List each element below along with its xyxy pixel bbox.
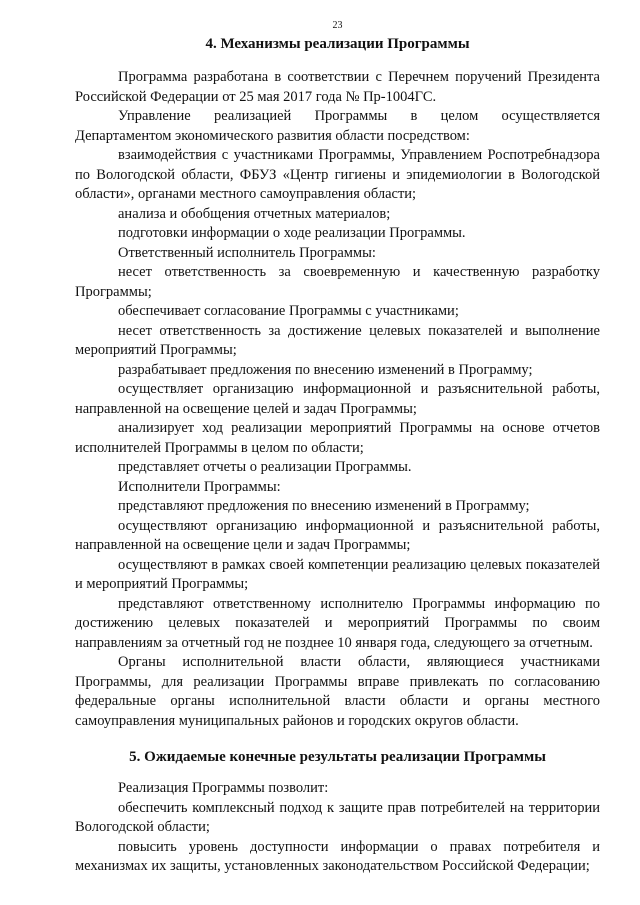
section-5-body — [75, 779, 600, 877]
paragraph: Реализация Программы позволит: — [118, 780, 329, 796]
paragraph: разрабатывает предложения по внесению изменений в Программу; — [118, 361, 533, 378]
paragraph: анализа и обобщения отчетных материалов; — [118, 205, 391, 222]
paragraph: взаимодействия с участниками Программы, Управлением Роспотребнадзора по Вологодской области, ФБУЗ «Центр гигиены и эпидемиологии в Вологодской области», органами местного самоуправления области; — [75, 147, 600, 202]
section-4-title: 4. Механизмы реализации Программы — [205, 36, 470, 52]
paragraph: представляют ответственному исполнителю Программы информацию по достижению целевых показателей и мероприятий Программы по своим направлениям за отчетный год не позднее 10 января года, следующего за отчетным. — [75, 595, 600, 651]
paragraph: Программа разработана в соответствии с Перечнем поручений Президента Российской Федерации от 25 мая 2017 года № Пр-1004ГС. — [75, 69, 600, 105]
paragraph: представляют предложения по внесению изменений в Программу; — [118, 498, 530, 514]
paragraph: представляет отчеты о реализации Программы. — [118, 459, 412, 475]
paragraph: Исполнители Программы: — [118, 478, 281, 495]
page-number: 23 — [332, 20, 343, 31]
paragraph: осуществляют в рамках своей компетенции реализацию целевых показателей и мероприятий Программы; — [75, 556, 600, 592]
paragraph: несет ответственность за своевременную и качественную разработку Программы; — [75, 264, 600, 300]
section-5-title: 5. Ожидаемые конечные результаты реализации Программы — [129, 749, 546, 765]
paragraph: обеспечивает согласование Программы с участниками; — [118, 303, 459, 319]
paragraph: Ответственный исполнитель Программы: — [118, 244, 376, 261]
paragraph: анализирует ход реализации мероприятий Программы на основе отчетов исполнителей Программы в целом по области; — [75, 420, 600, 456]
paragraph: несет ответственность за достижение целевых показателей и выполнение мероприятий Программы; — [75, 322, 600, 358]
paragraph: повысить уровень доступности информации о правах потребителя и механизмах их защиты, установленных законодательством Российской Федерации; — [75, 838, 600, 874]
paragraph: осуществляет организацию информационной и разъяснительной работы, направленной на освещение целей и задач Программы; — [75, 381, 600, 417]
paragraph: подготовки информации о ходе реализации Программы. — [118, 225, 466, 241]
paragraph: обеспечить комплексный подход к защите прав потребителей на территории Вологодской области; — [75, 799, 600, 835]
section-4-body — [75, 68, 600, 731]
paragraph: Управление реализацией Программы в целом осуществляется Департаментом экономического развития области посредством: — [75, 108, 600, 144]
paragraph: осуществляют организацию информационной и разъяснительной работы, направленной на освещение цели и задач Программы; — [75, 517, 600, 553]
paragraph: Органы исполнительной власти области, являющиеся участниками Программы, для реализации Программы вправе привлекать по согласованию федеральные органы исполнительной власти области и органы местного самоуправления муниципальных районов и городских округов области. — [75, 654, 600, 729]
